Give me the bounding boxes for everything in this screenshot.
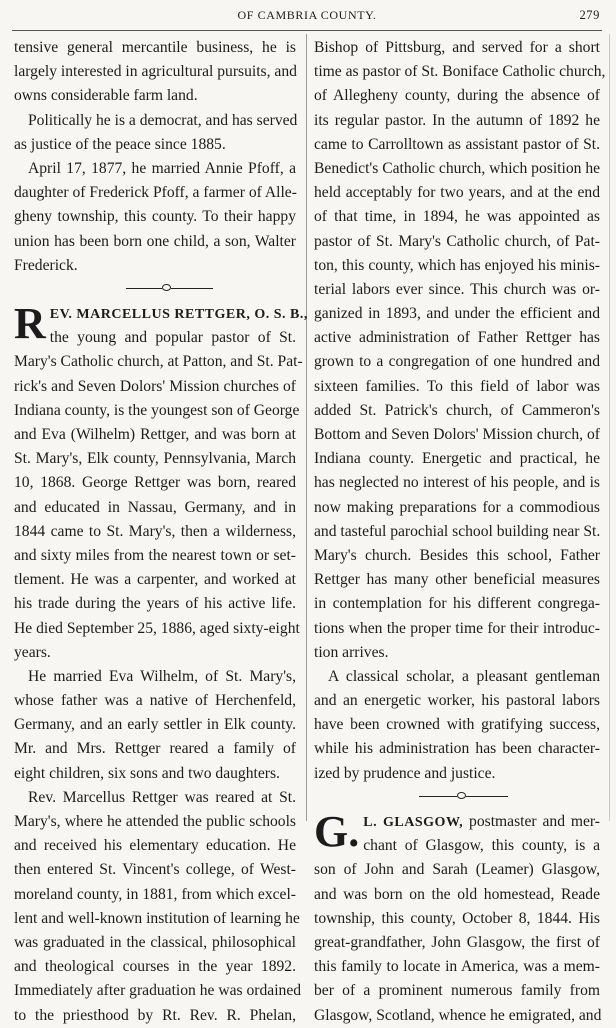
text-line: Frederick.	[14, 256, 78, 274]
text-line: Indiana county. Energetic and practical, he	[314, 450, 600, 468]
left-column	[14, 36, 308, 1028]
text-line: largely interested in agricultural pursuits, and	[14, 63, 297, 81]
text-line: this family to locate in America, was a mem-	[314, 958, 600, 976]
text-line: Germany, and an early settler in Elk county.	[14, 716, 296, 734]
text-line: Politically he is a democrat, and has served	[28, 111, 298, 129]
entry-heading: L. GLASGOW,	[363, 815, 464, 830]
entry-rettger	[14, 299, 308, 665]
text-line: has neglected no interest of his people, and is	[314, 474, 600, 492]
text-line: Mary's church. Besides this school, Father	[314, 546, 600, 564]
text-line: and was born on the old homestead, Reade	[314, 885, 600, 903]
text-line: 10, 1868. George Rettger was born, reared	[14, 474, 296, 492]
text-line: ized by prudence and justice.	[314, 764, 496, 782]
text-line: its regular pastor. In the autumn of 1892 he	[314, 111, 600, 129]
text-line: in contemplation for his different congrega-	[314, 595, 600, 613]
text-line: active administration of Father Rettger has	[314, 329, 600, 347]
text-line: Mary's, where he attended the public schools	[14, 813, 296, 831]
text-line: tion arrives.	[314, 643, 389, 661]
text-line: of Allegheny county, during the absence of	[314, 87, 600, 105]
text-line: his trade during the years of his active life.	[14, 595, 296, 613]
text-line: and educated in Nassau, Germany, and in	[14, 498, 296, 516]
text-line: added St. Patrick's church, of Cammeron's	[314, 401, 600, 419]
text-line: Bishop of Pittsburg, and served for a short	[314, 39, 600, 56]
text-line: ton, this county, which has enjoyed his minis-	[314, 256, 600, 274]
text-line: great-grandfather, John Glasgow, the first of	[314, 933, 600, 951]
text-line: whose father was a native of Herchenfeld,	[14, 692, 296, 710]
column-divider	[306, 34, 307, 821]
entry-heading: EV. MARCELLUS RETTGER, O. S. B.,	[49, 307, 308, 323]
text-line: terial labors ever since. This church was or-	[314, 280, 600, 298]
paragraph-pastorate	[314, 36, 606, 665]
right-column	[314, 36, 606, 1028]
text-line: Immediately after graduation he was ordained	[14, 982, 302, 1000]
text-line: gheny township, this county. To their happy	[14, 208, 296, 226]
text-line: then entered St. Vincent's college, of West-	[14, 861, 296, 879]
text-line: Benedict's Catholic church, which position he	[314, 159, 601, 177]
text-line: as justice of the peace since 1885.	[14, 135, 226, 153]
text-line: sixteen families. To this field of labor was	[314, 377, 600, 395]
text-line: and theological courses in the year 1892.	[14, 958, 296, 976]
running-head	[14, 6, 600, 24]
text-line: union has been born one child, a son, Walter	[14, 232, 296, 250]
text-line: was graduated in the classical, philosophical	[14, 933, 296, 951]
text-line: the young and popular pastor of St.	[49, 329, 296, 347]
text-line: He died September 25, 1886, aged sixty-eight	[14, 619, 300, 637]
text-line: April 17, 1877, he married Annie Pfoff, a	[28, 159, 296, 177]
text-line: grown to a congregation of one hundred and	[314, 353, 600, 371]
text-line: 1844 came to St. Mary's, then a wilderness,	[14, 522, 296, 540]
paragraph-mercantile	[14, 36, 296, 109]
text-line: A classical scholar, a pleasant gentleman	[328, 667, 600, 685]
running-title: OF CAMBRIA COUNTY.	[237, 8, 377, 22]
text-line: and Eva (Wilhelm) Rettger, and was born at	[14, 426, 296, 444]
text-line: and sixty miles from the nearest town or set-	[14, 546, 296, 564]
text-line: owns considerable farm land.	[14, 87, 198, 105]
text-line: and an energetic worker, his pastoral labors	[314, 692, 600, 710]
section-separator	[314, 786, 600, 810]
text-line: tlement. He was a carpenter, and worked at	[14, 571, 296, 589]
text-line: township, this county, October 8, 1844. His	[314, 909, 600, 927]
page-edge-line	[609, 34, 610, 821]
text-line: tions when the proper time for their introduc-	[314, 619, 600, 637]
text-line: Rev. Marcellus Rettger was reared at St.	[28, 788, 296, 806]
text-line: and tasteful parochial school building near St.	[314, 522, 601, 540]
text-line: Mary's Catholic church, at Patton, and St. Pat-	[14, 353, 303, 371]
paragraph-education	[14, 786, 302, 1028]
drop-cap: G.	[314, 807, 360, 856]
text-line: Mr. and Mrs. Rettger reared a family of	[14, 740, 296, 758]
text-line: Glasgow, Scotland, whence he emigrated, and	[314, 1006, 602, 1024]
text-line: Rettger has many other beneficial measures	[314, 571, 600, 589]
paragraph-scholar	[314, 665, 600, 786]
text-line: daughter of Frederick Pfoff, a farmer of Alle-	[14, 184, 297, 202]
text-line: came to Carrolltown as assistant pastor of St.	[314, 135, 600, 153]
paragraph-politics	[14, 109, 296, 157]
page-number: 279	[579, 8, 600, 22]
entry-heading-line	[14, 302, 308, 326]
text-line: rick's and Seven Dolors' Mission churches of	[14, 377, 296, 395]
text-line: and received his elementary education. He	[14, 837, 296, 855]
entry-glasgow	[314, 807, 602, 1028]
text-line: eight children, six sons and two daughters.	[14, 764, 280, 782]
text-line: chant of Glasgow, this county, is a	[363, 837, 600, 855]
text-line: while his administration has been character-	[314, 740, 600, 758]
text-line: He married Eva Wilhelm, of St. Mary's,	[28, 667, 296, 685]
text-line: Bottom and Seven Dolors' Mission church, of	[314, 426, 600, 443]
text-line: pastor of St. Mary's Catholic church, of Pat-	[314, 232, 600, 250]
text-line: Indiana county, is the youngest son of George	[14, 401, 300, 419]
header-rule	[12, 30, 602, 31]
text-line: to the priesthood by Rt. Rev. R. Phelan,	[14, 1006, 296, 1024]
text-line: have been crowned with gratifying success,	[314, 716, 600, 734]
text-line: of that time, in 1894, he was appointed as	[314, 208, 600, 226]
text-line: tensive general mercantile business, he is	[14, 39, 296, 56]
text-line: moreland county, in 1881, from which excel-	[14, 885, 296, 903]
paragraph-family	[14, 665, 296, 786]
text-line: held acceptably for two years, and at the end	[314, 184, 600, 202]
text-line: St. Mary's, Elk county, Pennsylvania, March	[14, 450, 296, 468]
text-line: now making preparations for a commodious	[314, 498, 600, 516]
text-line: time as pastor of St. Boniface Catholic church,	[314, 63, 606, 81]
entry-heading-rest: postmaster and mer-	[469, 813, 600, 830]
text-line: ganized in 1893, and under the efficient and	[314, 305, 600, 323]
paragraph-marriage	[14, 157, 296, 278]
text-line: son of John and Sarah (Leamer) Glasgow,	[314, 861, 600, 879]
drop-cap: R	[14, 299, 46, 349]
text-line: years.	[14, 643, 51, 661]
section-separator	[14, 278, 296, 302]
text-line: lent and well-known institution of learning he	[14, 909, 300, 927]
text-line: ber of a prominent numerous family from	[314, 982, 600, 1000]
